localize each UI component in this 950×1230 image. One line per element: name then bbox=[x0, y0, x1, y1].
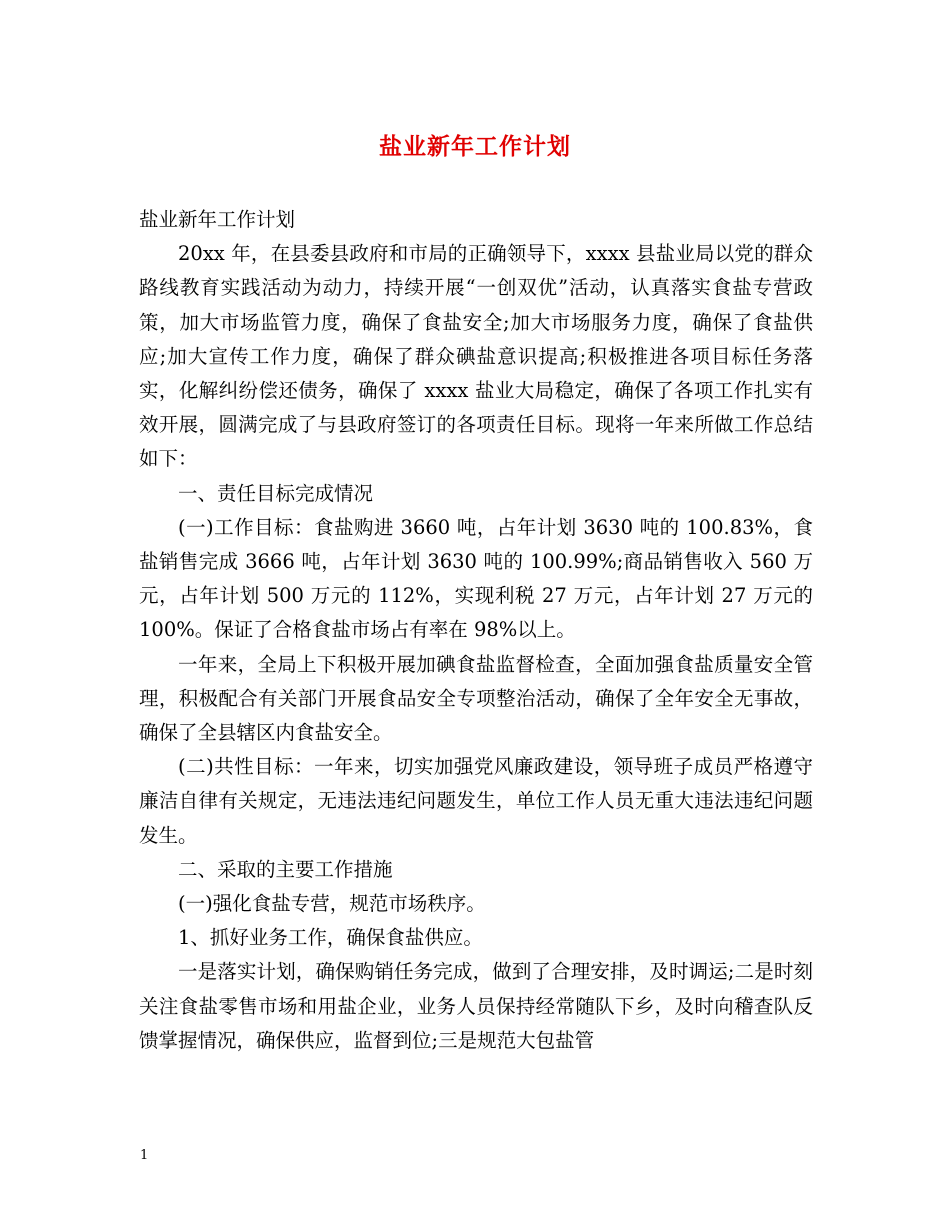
document-subtitle: 盐业新年工作计划 bbox=[139, 208, 296, 231]
heading-subsection-1: (一)强化食盐专营，规范市场秩序。 bbox=[178, 892, 486, 916]
page-number: 1 bbox=[140, 1148, 149, 1163]
document-title: 盐业新年工作计划 bbox=[379, 133, 571, 160]
paragraph-measures: 一是落实计划，确保购销任务完成，做到了合理安排，及时调运;二是时刻关注食盐零售市场和用盐企业，业务人员保持经常随队下乡，及时向稽查队反馈掌握情况，确保供应，监督到位;三是规范大包盐管 bbox=[139, 960, 813, 1052]
paragraph-work-goals: (一)工作目标：食盐购进 3660 吨，占年计划 3630 吨的 100.83%，食盐销售完成 3666 吨，占年计划 3630 吨的 100.99%;商品销售收入 560 万元，占年计划 500 万元的 112%，实现利税 27 万元，占年计划 27 万元的 100%。保证了合格食盐市场占有率在 98%以上。 bbox=[139, 515, 813, 642]
heading-section-2: 二、采取的主要工作措施 bbox=[178, 857, 393, 881]
document-body bbox=[139, 203, 813, 1058]
paragraph-common-goals: (二)共性目标：一年来，切实加强党风廉政建设，领导班子成员严格遵守廉洁自律有关规定，无违法违纪问题发生，单位工作人员无重大违法违纪问题发生。 bbox=[139, 755, 813, 847]
heading-section-1: 一、责任目标完成情况 bbox=[178, 481, 374, 505]
heading-item-1: 1、抓好业务工作，确保食盐供应。 bbox=[178, 926, 483, 950]
paragraph-intro: 20xx 年，在县委县政府和市局的正确领导下，xxxx 县盐业局以党的群众路线教育实践活动为动力，持续开展“一创双优”活动，认真落实食盐专营政策，加大市场监管力度，确保了食盐安全;加大市场服务力度，确保了食盐供应;加大宣传工作力度，确保了群众碘盐意识提高;积极推进各项目标任务落实，化解纠纷偿还债务，确保了 xxxx 盐业大局稳定，确保了各项工作扎实有效开展，圆满完成了与县政府签订的各项责任目标。现将一年来所做工作总结如下： bbox=[139, 242, 813, 471]
paragraph-safety: 一年来，全局上下积极开展加碘食盐监督检查，全面加强食盐质量安全管理，积极配合有关部门开展食品安全专项整治活动，确保了全年安全无事故，确保了全县辖区内食盐安全。 bbox=[139, 652, 813, 745]
